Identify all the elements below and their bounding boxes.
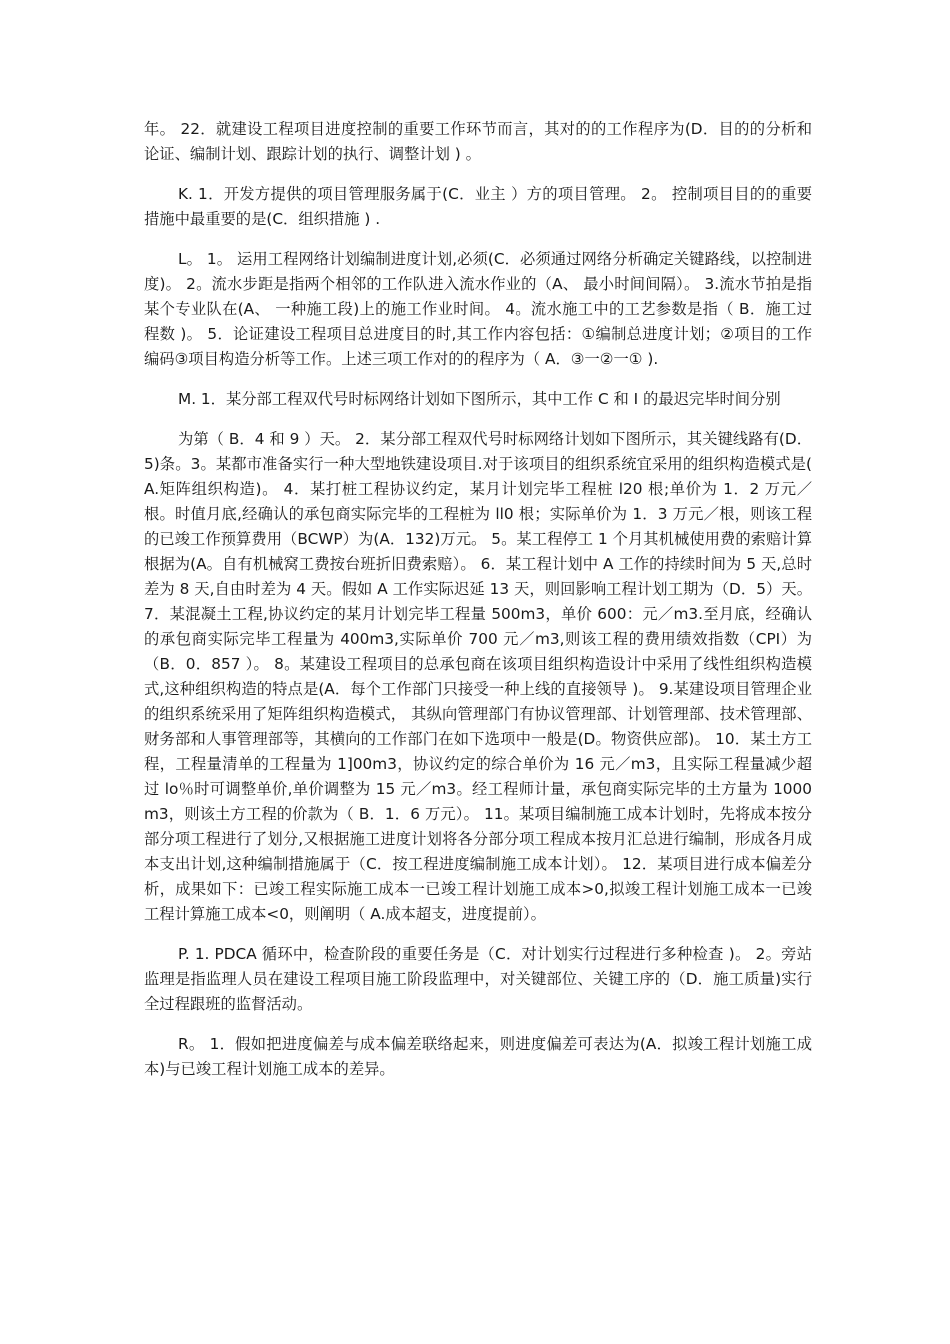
document-page [144, 117, 812, 1097]
paragraph-m-body: 为第（ B．4 和 9 ）天。 2．某分部工程双代号时标网络计划如下图所示，其关键线路有(D． 5)条。3。某都市准备实行一种大型地铁建设项目.对于该项目的组织系统宜采用的组织构造模式是( A.矩阵组织构造)。 4．某打桩工程协议约定，某月计划完毕工程桩 l20 根;单价为 1．2 万元／根。时值月底,经确认的承包商实际完毕的工程桩为 ll0 根；实际单价为 1．3 万元／根，则该工程的已竣工作预算费用（BCWP）为(A．132)万元。 5。某工程停工 1 个月其机械使用费的索赔计算根据为(A。自有机械窝工费按台班折旧费索赔）。 6．某工程计划中 A 工作的持续时间为 5 天,总时差为 8 天,自由时差为 4 天。假如 A 工作实际迟延 13 天，则回影响工程计划工期为（D．5）天。 7．某混凝土工程,协议约定的某月计划完毕工程量 500m3，单价 600：元／m3.至月底，经确认的承包商实际完毕工程量为 400m3,实际单价 700 元／m3,则该工程的费用绩效指数（CPI）为（B．0．857 ）。 8。某建设工程项目的总承包商在该项目组织构造设计中采用了线性组织构造模式,这种组织构造的特点是(A．每个工作部门只接受一种上线的直接领导 )。 9.某建设项目管理企业的组织系统采用了矩阵组织构造模式， 其纵向管理部门有协议管理部、计划管理部、技术管理部、财务部和人事管理部等，其横向的工作部门在如下选项中一般是(D。物资供应部)。 10．某土方工程，工程量清单的工程量为 1]00m3，协议约定的综合单价为 16 元／m3，且实际工程量减少超过 lo％时可调整单价,单价调整为 15 元／m3。经工程师计量，承包商实际完毕的土方量为 1000m3，则该土方工程的价款为（ B．1．6 万元）。 11。某项目编制施工成本计划时，先将成本按分部分项工程进行了划分,又根据施工进度计划将各分部分项工程成本按月汇总进行编制，形成各月成本支出计划,这种编制措施属于（C．按工程进度编制施工成本计划）。 12．某项目进行成本偏差分析，成果如下：已竣工程实际施工成本一已竣工程计划施工成本>0,拟竣工程计划施工成本一已竣工程计算施工成本<0，则阐明（ A.成本超支，进度提前）。 [144, 430, 812, 923]
paragraph-p: P. 1. PDCA 循环中，检查阶段的重要任务是（C．对计划实行过程进行多种检查 )。 2。旁站监理是指监理人员在建设工程项目施工阶段监理中，对关键部位、关键工序的（D．施工质量)实行全过程跟班的监督活动。 [144, 945, 812, 1013]
paragraph-m-intro: M. 1．某分部工程双代号时标网络计划如下图所示，其中工作 C 和 I 的最迟完毕时间分别 [178, 390, 781, 408]
paragraph-k: K. 1．开发方提供的项目管理服务属于(C．业主 ）方的项目管理。 2。 控制项目目的的重要措施中最重要的是(C．组织措施 ) . [144, 185, 812, 228]
paragraph-j-continuation: 年。 22．就建设工程项目进度控制的重要工作环节而言，其对的的工作程序为(D．目的的分析和论证、编制计划、跟踪计划的执行、调整计划 ) 。 [144, 120, 812, 163]
paragraph-l: L。 1。 运用工程网络计划编制进度计划,必须(C．必须通过网络分析确定关键路线，以控制进度)。 2。流水步距是指两个相邻的工作队进入流水作业的（A、 最小时间间隔）。 3.流水节拍是指某个专业队在(A、 一种施工段)上的施工作业时间。 4。流水施工中的工艺参数是指（ B．施工过程数 )。 5．论证建设工程项目总进度目的时,其工作内容包括：①编制总进度计划；②项目的工作编码③项目构造分析等工作。上述三项工作对的的程序为（ A．③一②一① ). [144, 250, 812, 368]
paragraph-r: R。 1．假如把进度偏差与成本偏差联络起来，则进度偏差可表达为(A．拟竣工程计划施工成本)与已竣工程计划施工成本的差异。 [144, 1035, 812, 1078]
